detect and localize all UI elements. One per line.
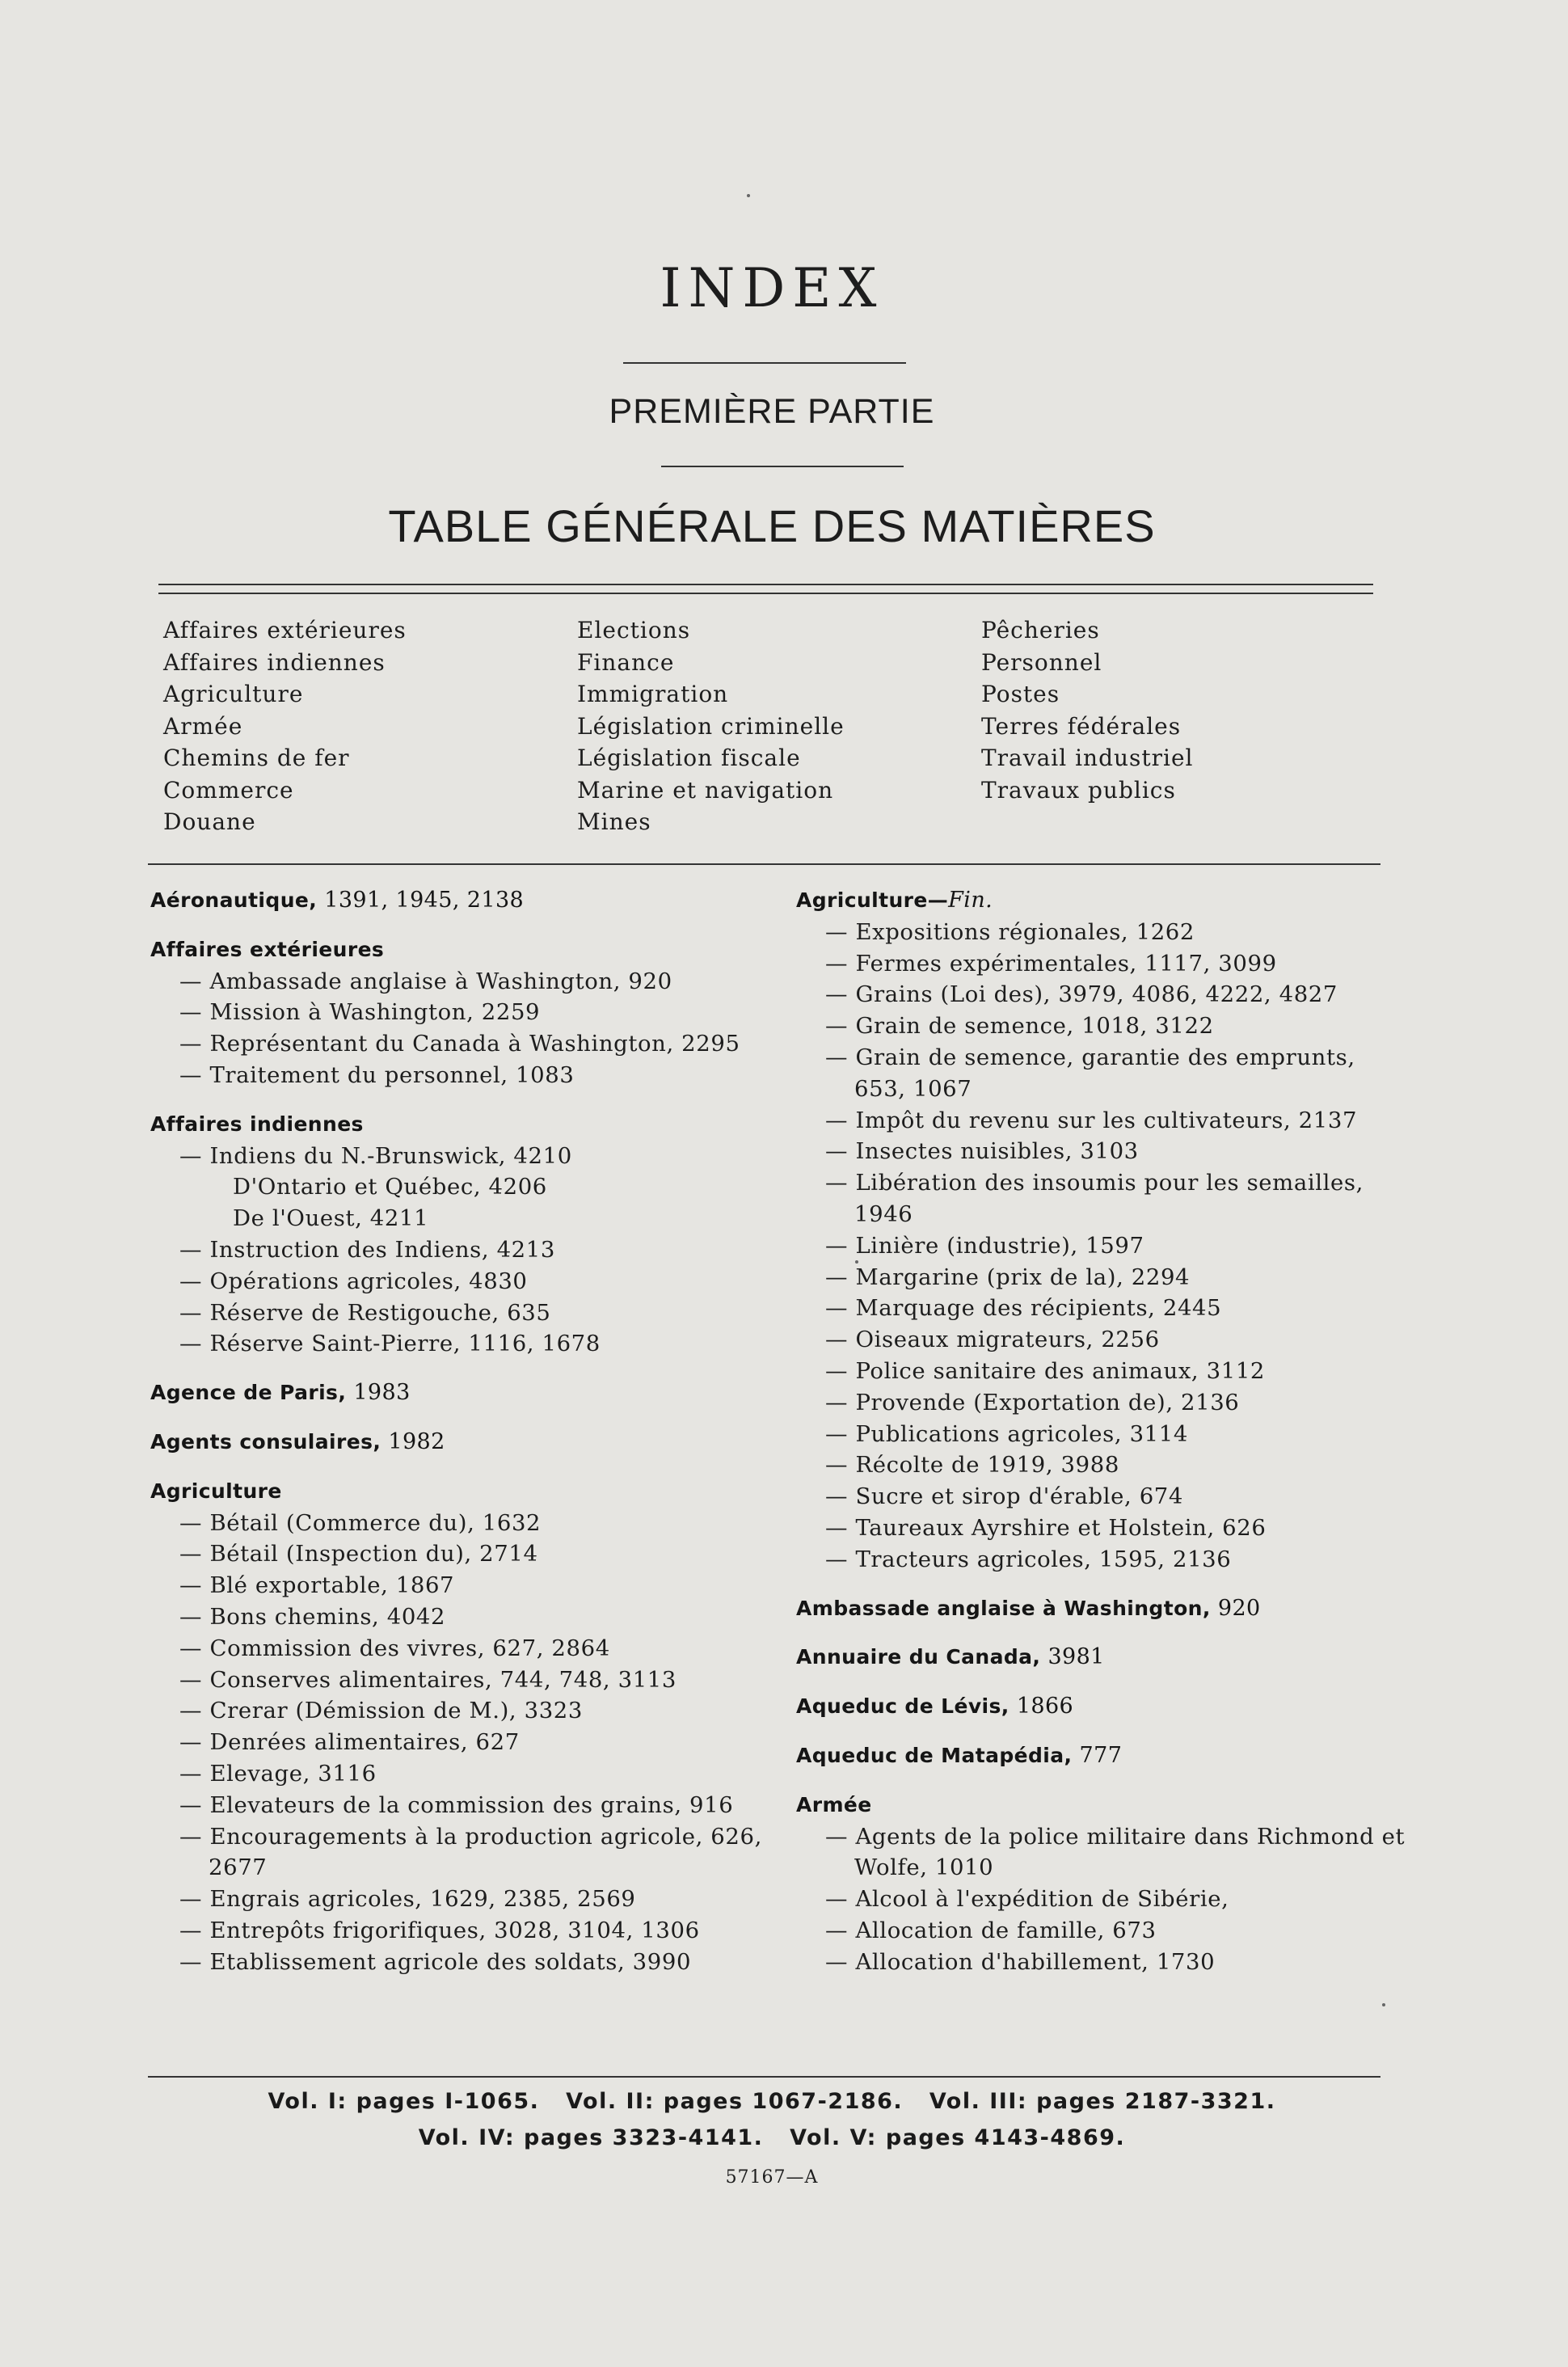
index-entry-heading: Ambassade anglaise à Washington, 920	[796, 1595, 1261, 1621]
volume-ranges-line-1: Vol. I: pages I-1065. Vol. II: pages 1067-2186. Vol. III: pages 2187-3321.	[268, 2089, 1276, 2114]
toc-item: Douane	[163, 808, 256, 835]
print-speck	[1382, 2003, 1385, 2006]
index-sub-entry-continuation: D'Ontario et Québec, 4206	[233, 1174, 547, 1200]
index-column-left	[150, 885, 765, 1978]
toc-column-2	[577, 614, 845, 838]
part-heading: PREMIÈRE PARTIE	[609, 392, 935, 431]
index-sub-entry: — Encouragements à la production agricole, 626, 2677	[179, 1823, 762, 1881]
part-rule	[661, 466, 904, 467]
index-sub-entry: — Bons chemins, 4042	[179, 1603, 446, 1630]
index-sub-entry: — Traitement du personnel, 1083	[179, 1061, 575, 1088]
index-sub-entry: — Insectes nuisibles, 3103	[825, 1138, 1139, 1165]
index-sub-entry: — Entrepôts frigorifiques, 3028, 3104, 1306	[179, 1917, 700, 1943]
toc-item: Finance	[577, 648, 675, 676]
print-speck	[855, 1260, 858, 1264]
toc-item: Agriculture	[163, 681, 304, 707]
index-sub-entry: — Alcool à l'expédition de Sibérie,	[825, 1886, 1229, 1913]
index-sub-entry: — Taureaux Ayrshire et Holstein, 626	[825, 1514, 1267, 1541]
footer-rule	[148, 2076, 1380, 2078]
toc-item: Pêcheries	[981, 617, 1100, 643]
toc-item: Personnel	[981, 648, 1102, 676]
index-sub-entry: — Police sanitaire des animaux, 3112	[825, 1357, 1266, 1384]
index-sub-entry-continuation: De l'Ouest, 4211	[233, 1205, 429, 1232]
toc-item: Elections	[577, 617, 691, 643]
index-sub-entry: — Sucre et sirop d'érable, 674	[825, 1483, 1184, 1510]
index-sub-entry: — Blé exportable, 1867	[179, 1572, 455, 1599]
index-sub-entry: — Représentant du Canada à Washington, 2295	[179, 1031, 740, 1057]
table-heading: TABLE GÉNÉRALE DES MATIÈRES	[388, 500, 1156, 551]
index-entry-heading: Armée	[796, 1792, 872, 1816]
toc-item: Marine et navigation	[577, 776, 834, 804]
index-sub-entry: — Agents de la police militaire dans Richmond et Wolfe, 1010	[825, 1823, 1406, 1881]
index-sub-entry: — Etablissement agricole des soldats, 3990	[179, 1948, 692, 1975]
index-sub-entry: — Linière (industrie), 1597	[825, 1232, 1144, 1259]
index-sub-entry: — Instruction des Indiens, 4213	[179, 1236, 555, 1263]
toc-column-3	[981, 614, 1194, 806]
toc-item: Postes	[981, 681, 1060, 707]
index-entry-heading: Aqueduc de Matapédia, 777	[796, 1742, 1123, 1768]
index-entry-heading: Affaires indiennes	[150, 1112, 364, 1136]
index-sub-entry: — Libération des insoumis pour les semailles, 1946	[825, 1170, 1364, 1227]
section-rule	[148, 863, 1380, 865]
toc-item: Mines	[577, 808, 651, 835]
index-sub-entry: — Publications agricoles, 3114	[825, 1420, 1188, 1447]
index-sub-entry: — Provende (Exportation de), 2136	[825, 1389, 1240, 1416]
double-rule-top	[158, 584, 1373, 585]
index-sub-entry: — Allocation de famille, 673	[825, 1917, 1157, 1943]
volume-ranges-line-2: Vol. IV: pages 3323-4141. Vol. V: pages 4143-4869.	[418, 2125, 1126, 2150]
toc-item: Législation fiscale	[577, 745, 801, 771]
index-sub-entry: — Bétail (Commerce du), 1632	[179, 1509, 542, 1536]
toc-item: Chemins de fer	[163, 745, 350, 771]
index-sub-entry: — Mission à Washington, 2259	[179, 999, 541, 1026]
index-column-right	[796, 885, 1410, 1978]
index-sub-entry: — Indiens du N.-Brunswick, 4210	[179, 1142, 572, 1169]
index-sub-entry: — Denrées alimentaires, 627	[179, 1729, 520, 1756]
title-rule	[623, 362, 906, 364]
index-sub-entry: — Conserves alimentaires, 744, 748, 3113	[179, 1666, 677, 1693]
toc-item: Législation criminelle	[577, 712, 845, 740]
index-entry-heading: Affaires extérieures	[150, 937, 385, 961]
index-entry-heading: Agence de Paris, 1983	[150, 1380, 411, 1406]
toc-item: Immigration	[577, 681, 729, 707]
index-sub-entry: — Impôt du revenu sur les cultivateurs, 2137	[825, 1107, 1358, 1133]
index-sub-entry: — Crerar (Démission de M.), 3323	[179, 1698, 583, 1724]
index-sub-entry: — Opérations agricoles, 4830	[179, 1268, 528, 1294]
index-sub-entry: — Grain de semence, garantie des emprunts, 653, 1067	[825, 1044, 1355, 1102]
toc-item: Travaux publics	[981, 776, 1176, 804]
index-sub-entry: — Réserve Saint-Pierre, 1116, 1678	[179, 1331, 601, 1357]
index-sub-entry: — Tracteurs agricoles, 1595, 2136	[825, 1546, 1232, 1572]
index-sub-entry: — Marquage des récipients, 2445	[825, 1295, 1222, 1322]
index-sub-entry: — Fermes expérimentales, 1117, 3099	[825, 950, 1277, 977]
index-sub-entry: — Récolte de 1919, 3988	[825, 1452, 1119, 1479]
toc-item: Affaires indiennes	[163, 648, 386, 676]
index-title: INDEX	[660, 257, 884, 319]
index-entry-heading: Agriculture—Fin.	[796, 888, 993, 913]
index-sub-entry: — Elevage, 3116	[179, 1760, 377, 1787]
toc-item: Terres fédérales	[981, 712, 1182, 740]
index-entry-heading: Agents consulaires, 1982	[150, 1428, 445, 1454]
toc-item: Armée	[163, 712, 243, 740]
index-sub-entry: — Engrais agricoles, 1629, 2385, 2569	[179, 1886, 636, 1913]
index-sub-entry: — Réserve de Restigouche, 635	[179, 1299, 551, 1326]
index-sub-entry: — Commission des vivres, 627, 2864	[179, 1635, 610, 1661]
index-sub-entry: — Grain de semence, 1018, 3122	[825, 1013, 1214, 1040]
toc-item: Travail industriel	[981, 745, 1194, 771]
toc-item: Affaires extérieures	[163, 617, 407, 643]
index-sub-entry: — Ambassade anglaise à Washington, 920	[179, 968, 672, 994]
print-speck	[747, 194, 750, 197]
index-sub-entry: — Allocation d'habillement, 1730	[825, 1948, 1216, 1975]
index-entry-heading: Agriculture	[150, 1479, 282, 1503]
index-entry-heading: Aéronautique, 1391, 1945, 2138	[150, 888, 525, 913]
index-sub-entry: — Oiseaux migrateurs, 2256	[825, 1327, 1160, 1353]
index-sub-entry: — Elevateurs de la commission des grains, 916	[179, 1791, 734, 1818]
index-sub-entry: — Expositions régionales, 1262	[825, 918, 1195, 945]
index-entry-heading: Annuaire du Canada, 3981	[796, 1644, 1105, 1670]
index-sub-entry: — Grains (Loi des), 3979, 4086, 4222, 4827	[825, 981, 1338, 1008]
index-sub-entry: — Margarine (prix de la), 2294	[825, 1264, 1191, 1290]
double-rule-bottom	[158, 593, 1373, 594]
index-entry-heading: Aqueduc de Lévis, 1866	[796, 1694, 1074, 1719]
printer-code: 57167—A	[725, 2167, 819, 2188]
toc-column-1	[163, 614, 407, 838]
toc-item: Commerce	[163, 776, 294, 804]
index-sub-entry: — Bétail (Inspection du), 2714	[179, 1541, 538, 1567]
